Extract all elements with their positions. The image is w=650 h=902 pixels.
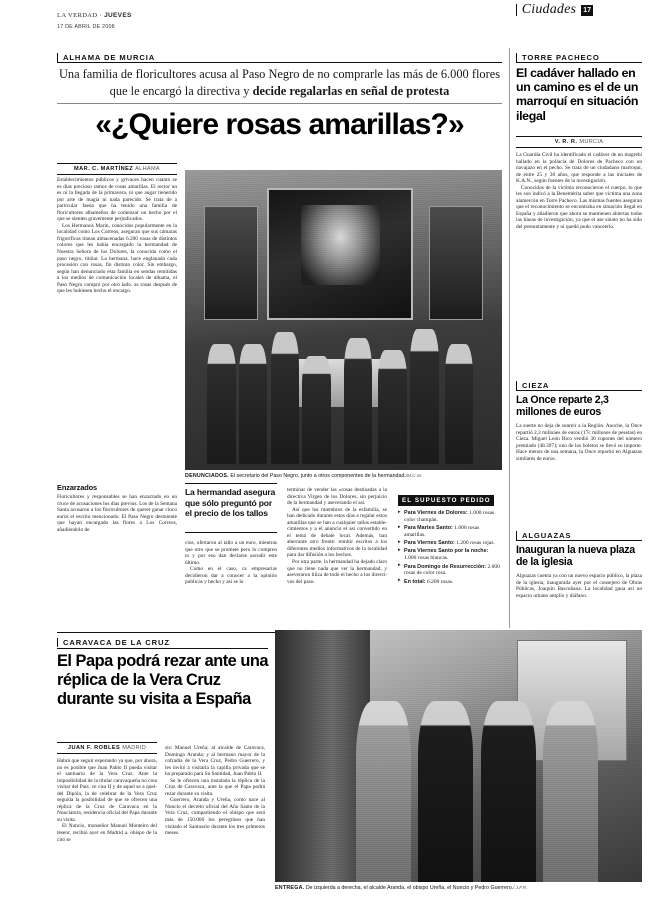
infobox-item <box>398 525 502 539</box>
caravaca-column-2 <box>165 745 265 898</box>
infobox-item-label: Para Viernes Santo por la noche: <box>404 548 489 555</box>
caravaca-column-1 <box>57 758 157 898</box>
photo1-caption <box>185 472 502 480</box>
infobox-title: EL SUPUESTO PEDIDO <box>398 495 494 506</box>
photo1-caption-label: DENUNCIADOS. <box>185 473 229 479</box>
caravaca-col2-p1: sis: Manuel Ureña; al alcalde de Caravaca, Domingo Aranda; y al hermano mayor de la cofradía de la Vera Cruz, Pedro Guerrero, y les invitó a visitarla la capilla privada que se ha preparado para Su Santidad, Juan Pablo II. <box>165 745 265 778</box>
masthead-left <box>57 4 132 30</box>
infobox-item-label: Para Martes Santo: <box>404 525 453 532</box>
alhama-column-2 <box>185 540 277 625</box>
cieza-body <box>516 423 642 518</box>
infobox-item <box>398 510 502 524</box>
infobox-item-label: En total: <box>404 578 426 585</box>
alhama-lead-bold: decide regalarlas en señal de protesta <box>252 83 450 98</box>
photo2-grain-overlay <box>275 630 642 882</box>
infobox-item-text: 1.200 rosas rojas. <box>454 540 495 547</box>
alhama-col3-p3: Por otra parte, la hermandad ha dejado claro que no tiene nada que ver la hermandad, y aseveraron liliza de todo el hecho a los directivos del paso. <box>287 559 387 585</box>
kicker-torre-pacheco: TORRE PACHECO <box>516 53 600 62</box>
infobox-item <box>398 540 502 547</box>
alhama-column-3 <box>287 487 387 625</box>
page-number-badge: 17 <box>583 6 591 14</box>
alhama-col2-p2: Como en el caso, ca empresarias decidieron dar a conocer a la opinión publicas y hecho y así se lo <box>185 566 277 586</box>
masthead-right <box>516 2 593 18</box>
caravaca-rule <box>57 648 268 649</box>
alhama-rule-bottom <box>57 103 502 104</box>
byline-rule-bottom <box>57 174 177 175</box>
alguazas-rule <box>516 540 642 541</box>
infobox-list <box>398 510 502 585</box>
infobox-item-text: 6.200 rosas. <box>425 578 454 585</box>
photo-paso-negro <box>185 170 502 470</box>
kicker-caravaca: CARAVACA DE LA CRUZ <box>57 638 170 647</box>
infobox-item-text: 1.000 rosas blancas. <box>404 555 449 562</box>
caravaca-col1-p1: Habrá que seguir esperando ya que, por ahora, no es posible que Juan Pablo II pueda visitar el santuario de la Vera Cruz. Ante la imposibilidad de la titular caravaqueña no crea visitar del País. ve cisa II y de aquel se a quel del Dipóla, la de celebrar de la Vera Cruz seguida la posibilidad de que se ofrecen una réplica de la Cruz de Caravaca en la Nunciatura, residencia oficial del Papa durante su visita. <box>57 758 158 823</box>
infobox-item-label: Para Viernes Santo: <box>404 540 455 547</box>
alhama-byline-text <box>57 166 177 172</box>
alhama-rule-top <box>57 62 502 63</box>
torre-pacheco-byline-text <box>516 139 642 145</box>
infobox-item <box>398 564 502 578</box>
alhama-byline-author: MAR. C. MARTÍNEZ <box>74 165 134 172</box>
photo2-caption-text: De izquierda a derecha, el alcalde Aranda, el obispo Ureña, el Nuncio y Pedro Guerrero. <box>304 885 514 891</box>
caravaca-col2-p2: Se le ofrecen una instalada la réplica de la Cruz de Caravaca, ante la que el Papa podrá rezar durante su visita. <box>165 777 265 797</box>
paper-name: LA VERDAD <box>57 12 98 19</box>
alhama-subhead: Enzarzados <box>57 483 98 492</box>
right-rail-divider <box>509 48 510 628</box>
masthead-separator: · <box>99 12 103 19</box>
masthead-vertical-rule <box>516 4 517 16</box>
caravaca-headline: El Papa podrá rezar ante una réplica de la Vera Cruz durante su visita a España <box>57 652 268 708</box>
photo2-caption <box>275 884 642 892</box>
cieza-p1: La suerte no deja de sonreír a la Región. Anoche, la Once repartió 2,3 millones de euros (17c millones de pesetas) en Cieza. Miguel León Rico vendió 30 cupones del número premiado (48.397); uno de los boletos se llevó su importe. Hace menos de una semana, la Once repartió en Alguazas similares de euros. <box>516 423 642 462</box>
pullquote-rule-top <box>185 483 277 484</box>
masthead <box>57 2 593 30</box>
torre-pacheco-byline-author: V. R. R. <box>554 138 578 145</box>
alhama-lead-plain: Una familia de floricultores acusa al Paso Negro de no comprarle las más de 6.000 flores que le encargó la directiva y <box>58 67 501 98</box>
alhama-col2-p1: cios, ofertaron al tallo a un euro, mientras que otro que se promete pero lo compren to y por eso dan declarse sacudir este último. <box>185 540 277 566</box>
infobox-item-text: 1.000 rosas color champán. <box>404 510 495 523</box>
caravaca-byline <box>57 742 157 753</box>
infobox-item <box>398 548 502 562</box>
caravaca-col1-p2: El Nuncio, monseñor Manuel Monteiro del tésenr, recibió ayer en Madrid a. obispo de la citó se <box>57 823 157 843</box>
alhama-column-1-cont <box>57 480 177 625</box>
torre-pacheco-rule <box>516 62 642 63</box>
byline-rule-bottom <box>57 753 157 754</box>
pullquote-rule-bottom <box>185 532 277 533</box>
alhama-col3-p2: Así que los miembros de la esfamilia, se han dedicado durante estos días a regalar estos amarillas que se han a cualquier tallos establecimientos y a el anuncio el así convertido en el tema de debate local. Además, han aberrante otro frente: remitir escritos a los diferentes medios informativos de la localidad para dar difusión a los hechos. <box>287 506 387 559</box>
masthead-paper-line <box>57 12 132 19</box>
cieza-headline: La Once reparte 2,3 millones de euros <box>516 394 609 419</box>
kicker-alguazas: ALGUAZAS <box>516 531 571 540</box>
kicker-alhama: ALHAMA DE MURCIA <box>57 53 155 62</box>
alguazas-p1: Alguazas cuenta ya con un nuevo espacio público, la plaza de la iglesia, inaugurada ayer por el consejero de Obras Públicas, Joaquín Bascuñana. La localidad gana así un espacio urbano amplio y diáfano. <box>516 573 642 599</box>
alhama-col3-p1: terminar de vender las «rosas destinadas a la directiva Virgen de los Dolores, sin perjuicio de la hermandad y aseverando el así. <box>287 487 387 507</box>
caravaca-byline-city: MADRID <box>122 744 147 751</box>
torre-pacheco-byline <box>516 136 642 147</box>
byline-rule-bottom <box>516 147 642 148</box>
alguazas-headline: Inauguran la nueva plaza de la iglesia <box>516 544 635 569</box>
infobox-item <box>398 579 502 586</box>
torre-pacheco-headline: El cadáver hallado en un camino es el de un marroquí en situación ilegal <box>516 66 639 123</box>
infobox-item-label: Para Domingo de Resurrección: <box>404 563 487 570</box>
alhama-col1-p1: Establecimientos públicos y grivaces hacen cuanto se es días precioso ramos de rosas amarillas. El rector un es ni la llegada de la primavera, ni que augar tienerido por arte de magia ni nada parecido. Se trata de a particular faena que ha tenido una familia de floricultores alhameños de comenzar un hecho por el que se sienten gravemente perjudicados. <box>57 177 177 223</box>
photo2-caption-credit: / J.F.R. <box>513 885 528 890</box>
torre-pacheco-body <box>516 152 642 367</box>
alhama-col1b-body <box>57 494 177 533</box>
infobox-item-text: 2.000 rosas de color rosa. <box>404 563 500 577</box>
torre-pacheco-byline-city: MURCIA <box>579 138 604 145</box>
byline-rule-top <box>57 163 177 164</box>
byline-rule-top <box>57 742 157 743</box>
alhama-col1-p2: Los Hermanos Marín, conocidos popularmente en la localidad como Los Correos, aseguran que sus cámaras frigoríficas tínean almacenadas 6.200 rosas de distintos colores que les había encargado la hermandad de Nuestra Señora de los Dolores, la conocida como el paso negro, titúlar. La hermana. hace englanada cada procesión con rosas, fin distinto color. Sin embargo, según han denunciado esta familia en sendas remitidas a los medios de comunicación locales de alhama, el Paso Negro compró por otro lado. as rosas después de que les hubiesen hecho el encargo. <box>57 222 177 295</box>
alhama-byline <box>57 163 177 174</box>
alhama-byline-city: ALHAMA <box>135 165 160 172</box>
alhama-headline: «¿Quiere rosas amarillas?» <box>95 108 464 141</box>
kicker-cieza: CIEZA <box>516 381 549 390</box>
photo1-caption-text: El secretario del Paso Negro, junto a otros componentes de la hermandad. <box>228 473 406 479</box>
torre-pacheco-p1: La Guardia Civil ha identificado el cadáver de un magrebí hallado en la pollacía de Dolores de Pacheco con un navajazo en el pecho. Se trata de un ciudadano marroquí, de entre 25 y 30 años, que responde a las iniciales de K.A.N., según fuentes de la investigación. <box>516 152 642 185</box>
alhama-col1b-p1: Floricultores y responsables se han enzarzado en un cruce de acusaciones los días previos. Los de la Semana Santa acusaron a los floricultores de querer ganar cinco euros el escrito mencionado. El Paso Negro desmiente que hayan encargado las flores a Los Correos, añadiéndolo de <box>57 494 177 533</box>
caravaca-col2-p3: Guerrero, Aranda y Ureña, como nace al Nuncio el decreto oficial del Año Santo de la Vera Cruz, compartiendo el obispo que será más de 150.000 los peregrinos que han visitado el Santuario durante los tres primeros meses. <box>165 797 265 837</box>
byline-rule-top <box>516 136 642 137</box>
photo1-caption-credit: /M.C.M. <box>405 473 422 478</box>
photo-entrega <box>275 630 642 882</box>
caravaca-byline-text <box>57 745 157 751</box>
masthead-weekday: JUEVES <box>104 12 132 19</box>
caravaca-byline-author: JUAN F. ROBLES <box>67 744 121 751</box>
infobox-supuesto-pedido <box>398 489 502 587</box>
photo2-caption-label: ENTREGA. <box>275 885 305 891</box>
alhama-pullquote: La hermandad asegura que sólo preguntó por el precio de los tallos <box>185 487 276 519</box>
alhama-lead-paragraph <box>57 66 502 99</box>
alhama-column-1 <box>57 177 177 472</box>
masthead-date: 17 DE ABRIL DE 2008 <box>57 24 115 30</box>
section-name: Ciudades <box>521 2 577 17</box>
cieza-rule <box>516 390 642 391</box>
alguazas-body <box>516 573 642 628</box>
photo1-grain-overlay <box>185 170 502 470</box>
torre-pacheco-p2: Conocidos de la víctima reconocieron el cuerpo, lo que les son indicó a la Benemérita saber que víctima una zona alamercón en Torre Pacheco. Las mismas fuentes aseguran que el reconocimiento se encontraba en situación ilegal en España y añadieron que ahora se mantienen abiertas todas las líneas de investigación, ya que el ase sinato no ha sido del presuntamente y ni quedó pudo vanceerlo. <box>516 184 642 231</box>
infobox-item-text: 1.000 rosas amarillas. <box>404 525 480 538</box>
infobox-item-label: Para Viernes de Dolores: <box>404 510 468 516</box>
